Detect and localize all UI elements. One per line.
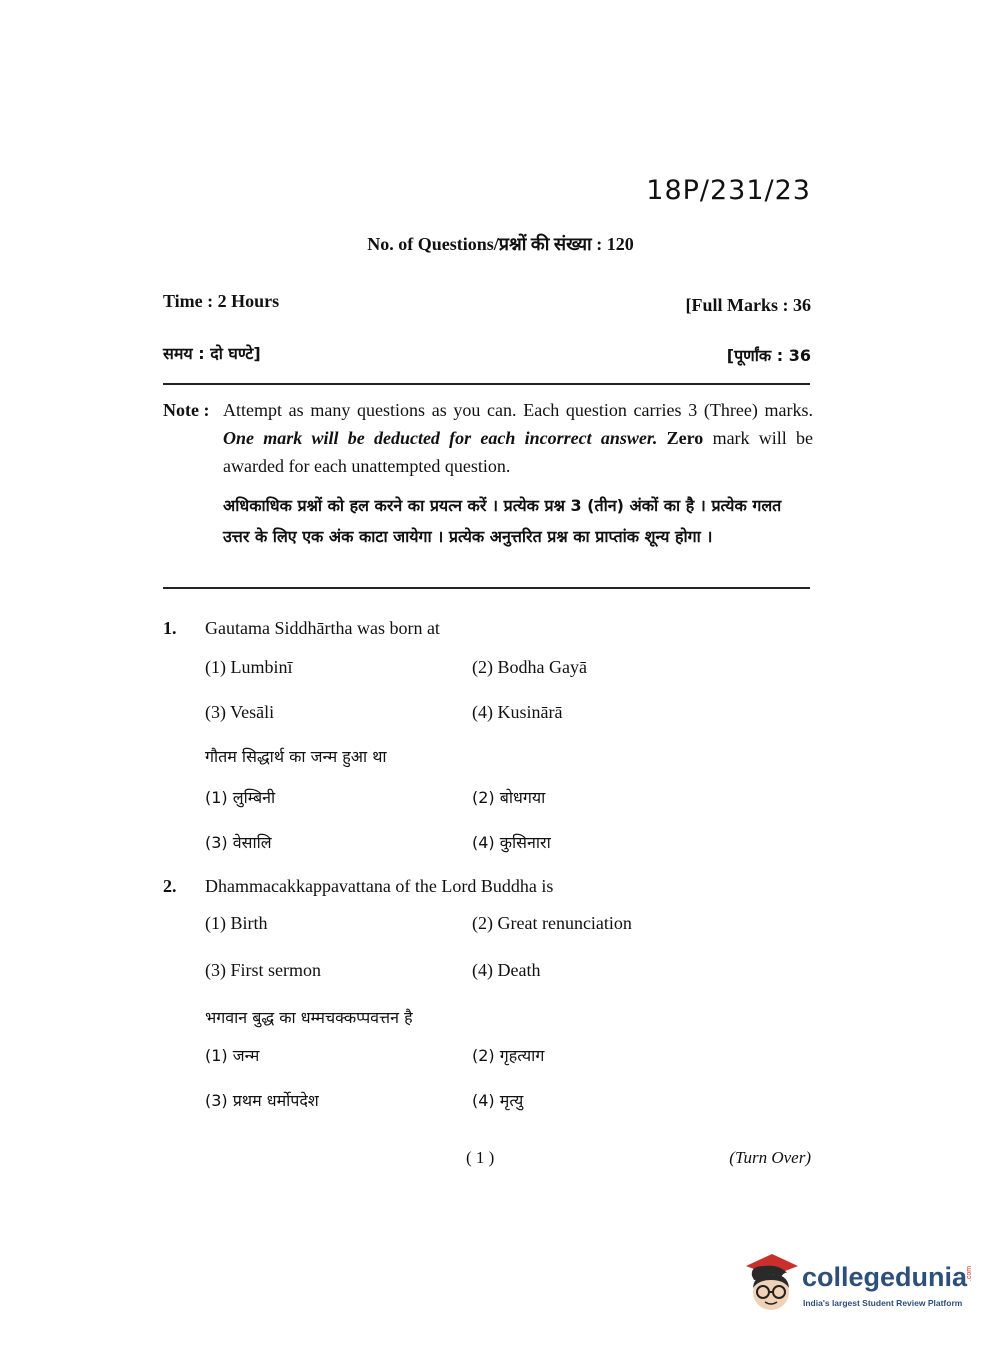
question-count: No. of Questions/प्रश्नों की संख्या : 120 bbox=[367, 234, 634, 254]
q2-option-3: (3) First sermon bbox=[205, 960, 321, 980]
q1-option-1-hindi: (1) लुम्बिनी bbox=[205, 788, 276, 807]
brand-name: collegedunia bbox=[802, 1262, 968, 1292]
turn-over: (Turn Over) bbox=[729, 1148, 811, 1167]
q2-option-4-hindi: (4) मृत्यु bbox=[472, 1091, 524, 1110]
divider-top bbox=[163, 383, 810, 385]
q2-option-2-hindi: (2) गृहत्याग bbox=[472, 1046, 545, 1065]
note-label: Note : bbox=[163, 400, 210, 420]
divider-bottom bbox=[163, 587, 810, 589]
note-hindi: अधिकाधिक प्रश्नों को हल करने का प्रयत्न करें । प्रत्येक प्रश्न 3 (तीन) अंकों का है । प्रत्येक गलत उत्तर के लिए एक अंक काटा जायेगा । प्रत्येक अनुत्तरित प्रश्न का प्राप्तांक शून्य होगा । bbox=[223, 496, 782, 546]
note-penalty: One mark will be deducted for each incorrect answer. bbox=[223, 428, 658, 448]
q2-option-3-hindi: (3) प्रथम धर्मोपदेश bbox=[205, 1091, 319, 1110]
page-number: ( 1 ) bbox=[466, 1148, 495, 1167]
question-1-text: Gautama Siddhārtha was born at bbox=[205, 618, 440, 638]
note-unattempted: mark will be awarded for each unattempted question. bbox=[223, 428, 814, 476]
note-line1: Attempt as many questions as you can. Each question carries 3 (Three) marks. bbox=[223, 400, 813, 420]
question-1-number: 1. bbox=[163, 618, 177, 638]
time-english: Time : 2 Hours bbox=[163, 291, 280, 311]
q1-option-3-hindi: (3) वेसालि bbox=[205, 833, 272, 852]
collegedunia-logo bbox=[740, 1252, 974, 1322]
q1-option-4: (4) Kusinārā bbox=[472, 702, 563, 722]
q2-option-1-hindi: (1) जन्म bbox=[205, 1046, 260, 1065]
time-hindi: समय : दो घण्टे] bbox=[163, 344, 261, 363]
brand-tagline: India's largest Student Review Platform bbox=[803, 1298, 963, 1308]
brand-suffix: .com bbox=[966, 1265, 974, 1282]
question-2-number: 2. bbox=[163, 876, 177, 896]
q2-option-1: (1) Birth bbox=[205, 913, 268, 933]
question-1-text-hindi: गौतम सिद्धार्थ का जन्म हुआ था bbox=[205, 747, 387, 766]
q2-option-4: (4) Death bbox=[472, 960, 541, 980]
paper-code: 18P/231/23 bbox=[646, 175, 811, 206]
full-marks-english: [Full Marks : 36 bbox=[685, 295, 811, 315]
q1-option-4-hindi: (4) कुसिनारा bbox=[472, 833, 551, 852]
instructions-note bbox=[163, 396, 813, 552]
q1-option-3: (3) Vesāli bbox=[205, 702, 275, 722]
q1-option-1: (1) Lumbinī bbox=[205, 657, 293, 677]
q1-option-2-hindi: (2) बोधगया bbox=[472, 788, 546, 807]
q2-option-2: (2) Great renunciation bbox=[472, 913, 632, 933]
note-zero: Zero bbox=[666, 428, 704, 448]
full-marks-hindi: [पूर्णांक : 36 bbox=[726, 346, 811, 365]
q1-option-2: (2) Bodha Gayā bbox=[472, 657, 587, 677]
question-2-text: Dhammacakkappavattana of the Lord Buddha is bbox=[205, 876, 554, 896]
mascot-icon bbox=[740, 1252, 802, 1318]
question-2-text-hindi: भगवान बुद्ध का धम्मचक्कप्पवत्तन है bbox=[205, 1008, 413, 1027]
